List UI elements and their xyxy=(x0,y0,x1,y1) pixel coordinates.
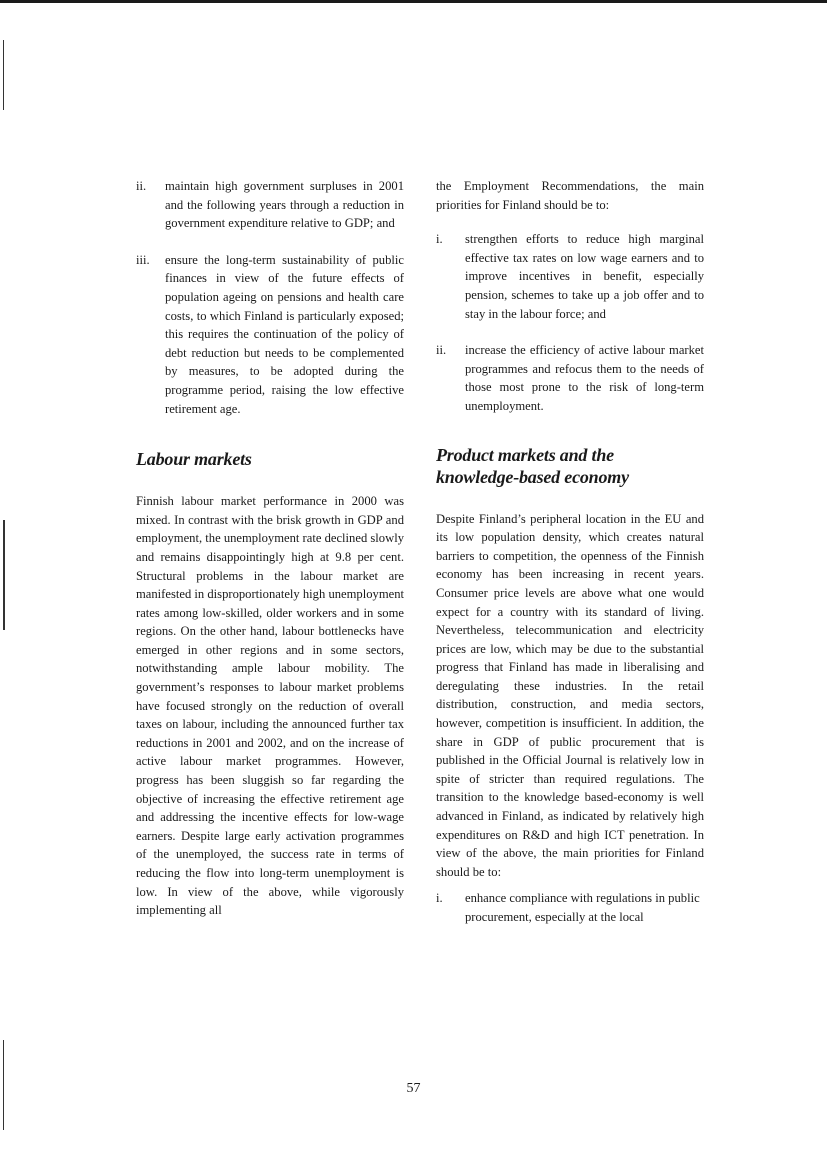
list-text: maintain high government surpluses in 2001 and the following years through a reduction in government expenditure relative to GDP; and xyxy=(165,179,404,231)
product-markets-paragraph: Despite Finland’s peripheral location in the EU and its low population density, which creates natural barriers to competition, the openness of the Finnish economy has been increasing in recent years. Consumer price levels are above what one would expect for a country with its standard of living. Nevertheless, telecommunication and electricity prices are low, which may be due to the substantial progress that Finland has made in liberalising and deregulating these industries. In the retail distribution, construction, and media sectors, however, competition is insufficient. In addition, the share in GDP of public procurement that is published in the Official Journal is relatively low in spite of stricter than required regulations. The transition to the knowledge based-economy is well advanced in Finland, as indicated by relatively high expenditures on R&D and high ICT penetration. In view of the above, the main priorities for Finland should be to: xyxy=(436,511,704,879)
list-text: ensure the long-term sustainability of public finances in view of the future effects of population ageing on pensions and health care costs, to which Finland is particularly exposed; this requires the continuation of the policy of debt reduction but needs to be complemented by measures, to be adopted during the programme period, raising the low effective retirement age. xyxy=(165,252,404,416)
list-number: ii. xyxy=(436,343,447,358)
page-number: 57 xyxy=(406,1081,421,1096)
top-rule xyxy=(0,0,827,3)
list-text: enhance compliance with regulations in public procurement, especially at the local xyxy=(465,891,700,924)
scan-edge-mark xyxy=(3,520,5,630)
list-number: i. xyxy=(436,232,443,247)
list-number: i. xyxy=(436,891,443,906)
right-column xyxy=(436,177,704,927)
section-heading-product-markets xyxy=(436,444,704,488)
list-item xyxy=(136,177,404,233)
list-item xyxy=(436,341,704,415)
list-number: ii. xyxy=(136,179,147,193)
heading-line: Product markets and the xyxy=(436,444,614,465)
list-item xyxy=(436,230,704,323)
list-item xyxy=(436,889,704,926)
left-column xyxy=(136,177,404,920)
list-item xyxy=(136,251,404,418)
list-text: strengthen efforts to reduce high marginal effective tax rates on low wage earners and to improve incentives in benefit, especially pension, schemes to take up a job offer and to stay in the labour force; and xyxy=(465,232,704,321)
labour-markets-paragraph: Finnish labour market performance in 2000 was mixed. In contrast with the brisk growth in GDP and employment, the unemployment rate declined slowly and remains disappointingly high at 9.8 per cent. Structural problems in the labour market are manifested in disproportionately high unemployment rates among low-skilled, older workers and in some regions. On the other hand, labour bottlenecks have emerged in other regions and in some sectors, notwithstanding ample labour mobility. The government’s responses to labour market problems have focused strongly on the reduction of overall taxes on labour, including the announced further tax reductions in 2001 and 2002, and on the increase of active labour market programmes. However, progress has been sluggish so far regarding the objective of increasing the effective retirement age and addressing the incentive effects for low-wage earners. Despite large early activation programmes of the unemployed, the success rate in terms of reducing the flow into long-term unemployment is low. In view of the above, while vigorously implementing all xyxy=(136,494,404,918)
list-text: increase the efficiency of active labour market programmes and refocus them to the needs of those most prone to the risk of long-term unemployment. xyxy=(465,343,704,413)
heading-line: knowledge-based economy xyxy=(436,466,629,487)
list-number: iii. xyxy=(136,252,150,267)
intro-paragraph: the Employment Recommendations, the main priorities for Finland should be to: xyxy=(436,179,704,212)
scan-edge-mark xyxy=(3,40,4,110)
section-heading-labour-markets: Labour markets xyxy=(136,449,252,470)
